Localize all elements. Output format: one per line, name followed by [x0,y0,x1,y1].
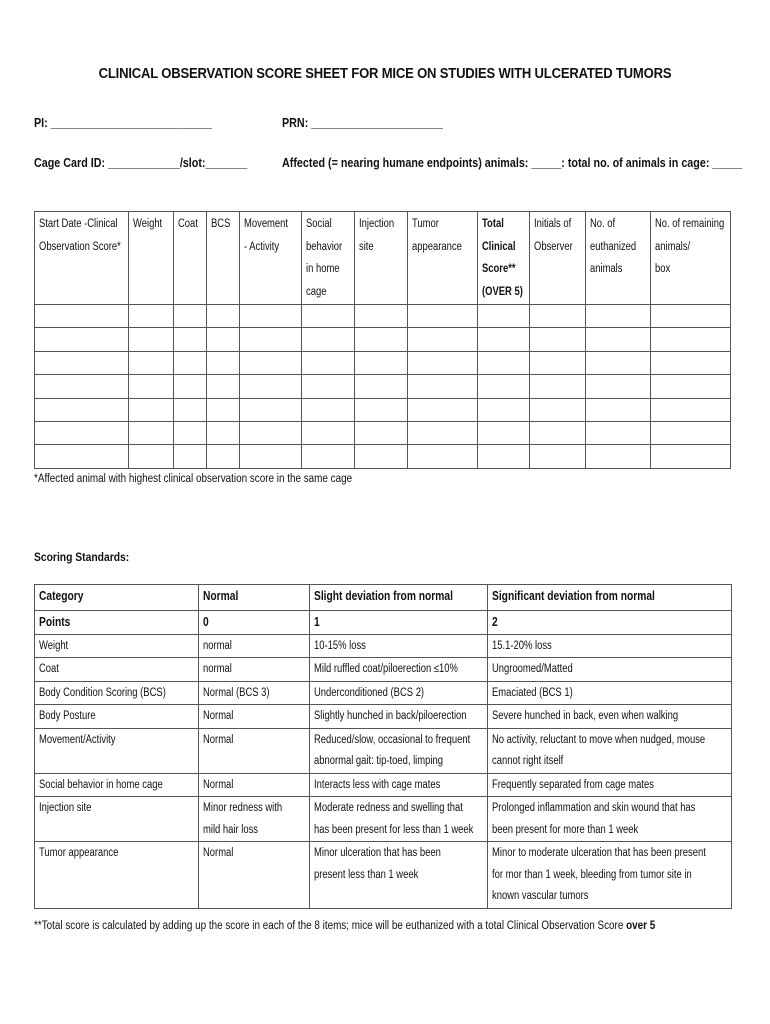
scoring-cell-significant: 15.1-20% loss [488,634,732,658]
observation-cell[interactable] [207,398,240,421]
points-slight: 1 [309,611,488,635]
scoring-cell-slight: 10-15% loss [309,634,488,658]
affected-animals-field[interactable] [282,156,770,170]
observation-cell[interactable] [129,398,174,421]
footnote-affected [34,473,404,485]
observation-cell[interactable] [586,351,651,374]
col-injection: Injection site [355,212,408,305]
scoring-cell-significant: Prolonged inflammation and skin wound that has been present for more than 1 week [488,797,732,842]
observation-cell[interactable] [586,305,651,328]
scoring-cell-normal: Normal [198,728,309,773]
col-total-score: Total Clinical Score** (OVER 5) [477,212,529,305]
scoring-cell-category: Social behavior in home cage [35,773,199,797]
observation-cell[interactable] [355,351,408,374]
col-initials: Initials of Observer [529,212,585,305]
scoring-cell-significant: Ungroomed/Matted [488,658,732,682]
header-slight: Slight deviation from normal [309,585,488,611]
observation-cell[interactable] [173,398,206,421]
observation-cell[interactable] [129,328,174,351]
scoring-cell-normal: Normal [198,842,309,909]
observation-cell[interactable] [529,398,585,421]
observation-cell[interactable] [529,445,585,468]
observation-cell[interactable] [355,305,408,328]
observation-cell[interactable] [529,421,585,444]
pi-field[interactable] [34,116,241,130]
scoring-cell-normal: normal [198,634,309,658]
scoring-cell-category: Movement/Activity [35,728,199,773]
observation-cell[interactable] [302,305,355,328]
points-normal: 0 [198,611,309,635]
observation-cell[interactable] [173,351,206,374]
observation-row [35,305,731,328]
scoring-cell-significant: Frequently separated from cage mates [488,773,732,797]
observation-cell[interactable] [35,421,129,444]
scoring-cell-slight: Minor ulceration that has been present less than 1 week [309,842,488,909]
observation-cell[interactable] [207,445,240,468]
observation-cell[interactable] [302,328,355,351]
observation-cell[interactable] [651,351,731,374]
observation-cell[interactable] [408,351,478,374]
observation-cell[interactable] [586,328,651,351]
observation-cell[interactable] [239,445,302,468]
footnote-affected-text: *Affected animal with highest clinical observation score in the same cage [34,473,353,485]
observation-cell[interactable] [477,305,529,328]
observation-cell[interactable] [477,351,529,374]
col-start-date: Start Date -Clinical Observation Score* [35,212,129,305]
scoring-cell-normal: normal [198,658,309,682]
observation-cell[interactable] [207,305,240,328]
observation-cell[interactable] [651,445,731,468]
scoring-cell-slight: Slightly hunched in back/piloerection [309,705,488,729]
observation-cell[interactable] [586,375,651,398]
observation-cell[interactable] [35,398,129,421]
observation-cell[interactable] [651,328,731,351]
observation-row [35,328,731,351]
observation-cell[interactable] [408,421,478,444]
col-coat: Coat [173,212,206,305]
observation-cell[interactable] [408,445,478,468]
observation-cell[interactable] [355,398,408,421]
page-title: CLINICAL OBSERVATION SCORE SHEET FOR MICE ON STUDIES WITH ULCERATED TUMORS [98,66,672,82]
observation-row [35,421,731,444]
scoring-cell-significant: Minor to moderate ulceration that has been present for mor than 1 week, bleeding from tumor site in known vascular tumors [488,842,732,909]
scoring-standards-table [34,584,732,909]
observation-cell[interactable] [35,445,129,468]
scoring-cell-slight: Underconditioned (BCS 2) [309,681,488,705]
observation-cell[interactable] [129,305,174,328]
observation-cell[interactable] [529,305,585,328]
observation-cell[interactable] [239,421,302,444]
observation-row [35,351,731,374]
observation-cell[interactable] [173,421,206,444]
scoring-points-row [35,611,732,635]
footnote-total-score-text: **Total score is calculated by adding up the score in each of the 8 items; mice will be euthanized with a total Clinical Observation Score [34,920,627,932]
observation-cell[interactable] [477,328,529,351]
observation-cell[interactable] [586,445,651,468]
observation-row [35,375,731,398]
observation-row [35,398,731,421]
col-social: Social behavior in home cage [302,212,355,305]
observation-cell[interactable] [651,305,731,328]
observation-cell[interactable] [173,445,206,468]
col-bcs: BCS [207,212,240,305]
header-category: Category [35,585,199,611]
col-tumor: Tumor appearance [408,212,478,305]
observation-cell[interactable] [239,305,302,328]
scoring-cell-normal: Normal [198,773,309,797]
observation-cell[interactable] [35,328,129,351]
observation-cell[interactable] [173,305,206,328]
observation-cell[interactable] [651,375,731,398]
observation-header-row [35,212,731,305]
scoring-cell-category: Tumor appearance [35,842,199,909]
observation-cell[interactable] [477,445,529,468]
scoring-cell-normal: Normal [198,705,309,729]
scoring-row [35,797,732,842]
scoring-cell-slight: Moderate redness and swelling that has been present for less than 1 week [309,797,488,842]
scoring-standards-heading [34,550,145,564]
scoring-cell-normal: Normal (BCS 3) [198,681,309,705]
scoring-row [35,681,732,705]
observation-cell[interactable] [586,398,651,421]
scoring-cell-slight: Interacts less with cage mates [309,773,488,797]
footnote-total-score [34,920,756,932]
observation-cell[interactable] [207,421,240,444]
col-movement: Movement - Activity [239,212,302,305]
observation-cell[interactable] [129,445,174,468]
observation-cell[interactable] [355,445,408,468]
observation-cell[interactable] [239,351,302,374]
observation-cell[interactable] [408,328,478,351]
observation-cell[interactable] [651,398,731,421]
scoring-cell-normal: Minor redness with mild hair loss [198,797,309,842]
scoring-header-row [35,585,732,611]
prn-field[interactable] [282,116,469,130]
observation-cell[interactable] [651,421,731,444]
observation-cell[interactable] [173,375,206,398]
observation-cell[interactable] [302,445,355,468]
col-remaining: No. of remaining animals/ box [651,212,731,305]
observation-cell[interactable] [207,351,240,374]
scoring-cell-significant: No activity, reluctant to move when nudged, mouse cannot right itself [488,728,732,773]
points-significant: 2 [488,611,732,635]
observation-cell[interactable] [302,375,355,398]
points-label: Points [35,611,199,635]
observation-cell[interactable] [302,351,355,374]
cage-card-label: Cage Card ID: ____________/slot:_______ [34,156,248,170]
observation-cell[interactable] [529,351,585,374]
observation-cell[interactable] [173,328,206,351]
scoring-row [35,773,732,797]
cage-card-field[interactable] [34,156,282,170]
scoring-cell-significant: Emaciated (BCS 1) [488,681,732,705]
observation-cell[interactable] [408,398,478,421]
observation-cell[interactable] [35,351,129,374]
observation-cell[interactable] [207,328,240,351]
observation-cell[interactable] [35,305,129,328]
observation-cell[interactable] [239,398,302,421]
observation-row [35,445,731,468]
observation-cell[interactable] [302,398,355,421]
observation-cell[interactable] [35,375,129,398]
observation-cell[interactable] [239,375,302,398]
header-significant: Significant deviation from normal [488,585,732,611]
scoring-standards-heading-text: Scoring Standards: [34,550,130,564]
observation-cell[interactable] [129,375,174,398]
observation-cell[interactable] [529,375,585,398]
scoring-cell-category: Weight [35,634,199,658]
footnote-total-score-threshold: over 5 [626,920,656,932]
pi-label: PI: ___________________________ [34,116,213,130]
observation-cell[interactable] [408,305,478,328]
observation-cell[interactable] [355,375,408,398]
scoring-row [35,842,732,909]
observation-cell[interactable] [129,351,174,374]
observation-cell[interactable] [477,375,529,398]
observation-cell[interactable] [207,375,240,398]
header-normal: Normal [198,585,309,611]
col-weight: Weight [129,212,174,305]
observation-cell[interactable] [355,328,408,351]
scoring-row [35,634,732,658]
observation-cell[interactable] [129,421,174,444]
scoring-cell-slight: Reduced/slow, occasional to frequent abnormal gait: tip-toed, limping [309,728,488,773]
scoring-row [35,705,732,729]
scoring-cell-category: Body Posture [35,705,199,729]
observation-log-table [34,211,731,469]
observation-cell[interactable] [355,421,408,444]
prn-label: PRN: ______________________ [282,116,443,130]
observation-cell[interactable] [408,375,478,398]
observation-cell[interactable] [477,421,529,444]
scoring-row [35,728,732,773]
scoring-row [35,658,732,682]
scoring-cell-category: Injection site [35,797,199,842]
col-euthanized: No. of euthanized animals [586,212,651,305]
scoring-cell-category: Body Condition Scoring (BCS) [35,681,199,705]
observation-cell[interactable] [239,328,302,351]
scoring-cell-significant: Severe hunched in back, even when walking [488,705,732,729]
observation-cell[interactable] [586,421,651,444]
observation-cell[interactable] [529,328,585,351]
scoring-cell-category: Coat [35,658,199,682]
scoring-cell-slight: Mild ruffled coat/piloerection ≤10% [309,658,488,682]
affected-animals-label: Affected (= nearing humane endpoints) animals: _____: total no. of animals in cage: _____ [282,156,743,170]
observation-cell[interactable] [302,421,355,444]
observation-cell[interactable] [477,398,529,421]
